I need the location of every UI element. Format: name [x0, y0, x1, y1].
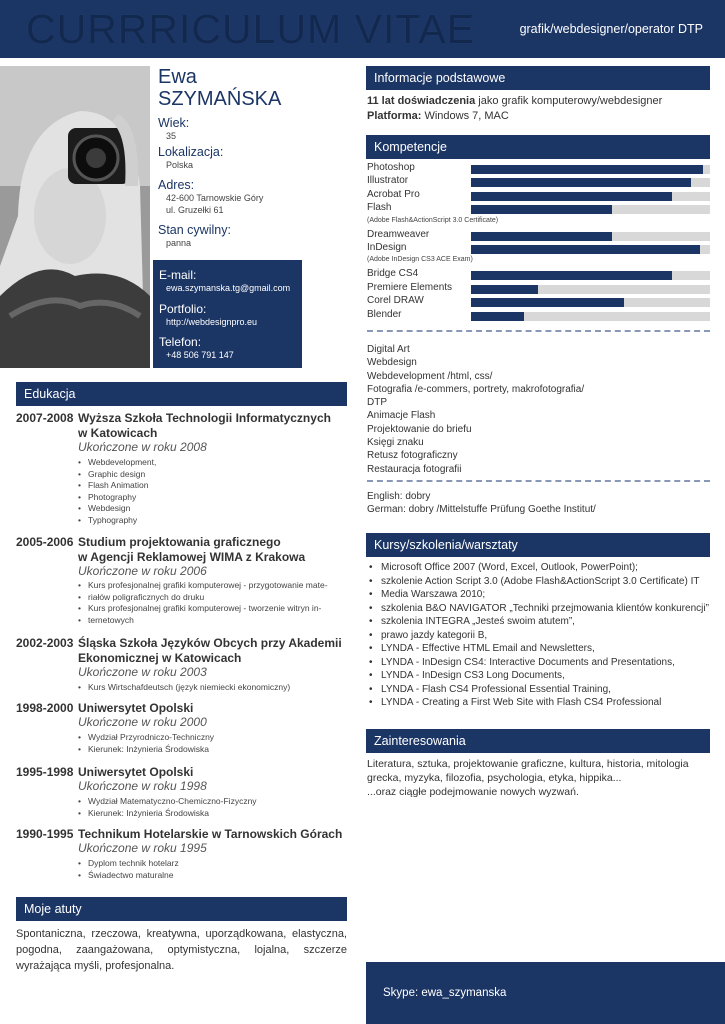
- strengths-line: wyrażająca myśli, profesjonalna.: [16, 960, 175, 972]
- divider: [367, 480, 710, 485]
- education-list: [78, 732, 214, 755]
- list-item: • Kierunek: Inżynieria Środowiska: [78, 808, 257, 820]
- contact-box: [153, 260, 302, 368]
- list-item: Retusz fotograficzny: [367, 450, 458, 462]
- location-value: Polska: [166, 160, 194, 170]
- profile-photo: [0, 66, 150, 368]
- email-label: E-mail:: [159, 268, 197, 282]
- skill-bar-fill: [471, 178, 691, 187]
- skill-name: Bridge CS4: [367, 268, 419, 280]
- cv-subtitle: grafik/webdesigner/operator DTP: [519, 22, 703, 36]
- skill-bar: [471, 232, 710, 241]
- education-years: 1998-2000: [16, 701, 74, 715]
- skill-bar: [471, 298, 710, 307]
- skill-bar-fill: [471, 312, 524, 321]
- education-title-line1: Wyższa Szkoła Technologii Informatycznych: [78, 411, 331, 425]
- languages-list: [367, 490, 596, 517]
- education-title-line2: w Agencji Reklamowej WIMA z Krakowa: [78, 550, 306, 564]
- location-label: Lokalizacja:: [158, 145, 224, 159]
- phone-label: Telefon:: [159, 335, 202, 349]
- cv-title: CURRRICULUM VITAE: [26, 6, 476, 52]
- education-list: [78, 796, 257, 819]
- education-completed: Ukończone w roku 2000: [78, 715, 207, 729]
- list-item: Projektowanie do briefu: [367, 423, 472, 435]
- education-years: 1995-1998: [16, 765, 74, 779]
- email-link[interactable]: ewa.szymanska.tg@gmail.com: [166, 283, 291, 293]
- skill-bar-fill: [471, 205, 612, 214]
- list-item: [78, 592, 328, 604]
- skill-bar: [471, 285, 710, 294]
- list-item: Webdesign: [367, 357, 417, 369]
- areas-list: [367, 343, 584, 476]
- list-item: Animacje Flash: [367, 410, 436, 422]
- list-item: [78, 615, 328, 627]
- interests-heading: Zainteresowania: [366, 729, 710, 753]
- education-heading: Edukacja: [16, 382, 347, 406]
- education-title: Technikum Hotelarskie w Tarnowskich Górach: [78, 827, 343, 841]
- skill-bar: [471, 245, 710, 254]
- skill-bar-fill: [471, 192, 672, 201]
- address-line2: ul. Gruzełki 61: [166, 205, 224, 215]
- list-item: Webdevelopment /html, css/: [367, 370, 493, 382]
- list-item: • szkolenie Action Script 3.0 (Adobe Flash&ActionScript 3.0 Certificate) IT: [367, 575, 712, 589]
- skill-name: Dreamweaver: [367, 228, 430, 240]
- skill-bar-fill: [471, 271, 672, 280]
- courses-heading: Kursy/szkolenia/warsztaty: [366, 533, 710, 557]
- language-item: English: dobry: [367, 491, 431, 502]
- skill-name: Illustrator: [367, 175, 409, 187]
- skill-bar-fill: [471, 298, 624, 307]
- skill-name: Acrobat Pro: [367, 188, 420, 200]
- list-item: Fotografia /e-commers, portrety, makrofotografia/: [367, 383, 585, 395]
- list-item: • Kurs Wirtschafdeutsch (język niemiecki ekonomiczny): [78, 682, 290, 694]
- list-item: • Microsoft Office 2007 (Word, Excel, Outlook, PowerPoint);: [367, 561, 712, 575]
- list-item: Digital Art: [367, 344, 410, 355]
- list-item: • Świadectwo maturalne: [78, 870, 179, 882]
- list-item-continued: Media Warszawa 2010;: [381, 589, 486, 600]
- education-completed: Ukończone w roku 1998: [78, 779, 207, 793]
- education-list: [78, 580, 328, 626]
- skill-bar-fill: [471, 245, 700, 254]
- education-completed: Ukończone w roku 2006: [78, 564, 207, 578]
- language-item: German: dobry /Mittelstuffe Prüfung Goethe Institut/: [367, 504, 596, 516]
- education-years: 2005-2006: [16, 535, 74, 549]
- skills-heading: Kompetencje: [366, 135, 710, 159]
- skill-name: InDesign: [367, 242, 407, 253]
- skill-name: Premiere Elements: [367, 281, 453, 293]
- skill-note: (Adobe InDesign CS3 ACE Exam): [367, 256, 473, 264]
- list-item: • Wydział Przyrodniczo-Techniczny: [78, 732, 214, 744]
- interests-text: [367, 757, 689, 799]
- basic-info-heading: Informacje podstawowe: [366, 66, 710, 90]
- list-item: Księgi znaku: [367, 437, 424, 449]
- list-item: Restauracja fotografii: [367, 463, 462, 475]
- list-item: [367, 588, 712, 602]
- list-item: • Kierunek: Inżynieria Środowiska: [78, 744, 214, 756]
- list-item: • szkolenia INTEGRA „Jesteś swoim atutem”,: [367, 615, 712, 629]
- list-item: • Wydział Matematyczno-Chemiczno-Fizyczny: [78, 796, 257, 808]
- platform-value: Windows 7, MAC: [424, 110, 509, 122]
- strengths-text: [16, 926, 347, 974]
- skill-bar: [471, 192, 710, 201]
- skill-name: Flash: [367, 202, 392, 214]
- address-line1: 42-600 Tarnowskie Góry: [166, 193, 264, 203]
- last-name: SZYMAŃSKA: [158, 88, 282, 110]
- age-label: Wiek:: [158, 116, 190, 130]
- list-item: • LYNDA - InDesign CS3 Long Documents,: [367, 669, 712, 683]
- education-list: [78, 457, 156, 527]
- interests-line: ...oraz ciągłe podejmowanie nowych wyzwań.: [367, 786, 579, 798]
- education-completed: Ukończone w roku 1995: [78, 841, 207, 855]
- skill-bar-fill: [471, 165, 703, 174]
- list-item: • Typhography: [78, 515, 156, 527]
- photo-illustration: [0, 66, 150, 368]
- portfolio-link[interactable]: http://webdesignpro.eu: [166, 317, 258, 327]
- list-item-continued: riałów poligraficznych do druku: [88, 591, 205, 602]
- status-label: Stan cywilny:: [158, 223, 231, 237]
- education-title: [78, 535, 305, 565]
- education-title-line1: Studium projektowania graficznego: [78, 535, 281, 549]
- skill-bar: [471, 178, 710, 187]
- courses-list: [367, 561, 712, 710]
- experience-line: [367, 95, 662, 107]
- list-item: • LYNDA - Flash CS4 Professional Essential Training,: [367, 683, 712, 697]
- strengths-heading: Moje atuty: [16, 897, 347, 921]
- skill-bar: [471, 165, 710, 174]
- list-item: • LYNDA - InDesign CS4: Interactive Documents and Presentations,: [367, 656, 712, 670]
- skill-name: Corel DRAW: [367, 295, 424, 307]
- education-years: 1990-1995: [16, 827, 74, 841]
- experience-years: 11 lat doświadczenia: [367, 95, 476, 107]
- interests-line: Literatura, sztuka, projektowanie graficzne, kultura, historia, mitologia: [367, 758, 689, 770]
- list-item-continued: ternetowych: [88, 614, 134, 625]
- list-item: • Dyplom technik hotelarz: [78, 858, 179, 870]
- list-item: • Graphic design: [78, 469, 156, 481]
- skill-bar: [471, 271, 710, 280]
- list-item: • Kurs profesjonalnej grafiki komputerowej - tworzenie witryn in-: [78, 603, 328, 615]
- header-banner: [0, 0, 725, 58]
- age-value: 35: [166, 131, 177, 141]
- education-years: 2007-2008: [16, 411, 74, 425]
- education-title: Uniwersytet Opolski: [78, 701, 194, 715]
- list-item: • Photography: [78, 492, 156, 504]
- list-item: • szkolenia B&O NAVIGATOR „Techniki przejmowania klientów konkurencji”: [367, 602, 712, 616]
- list-item: • Flash Animation: [78, 480, 156, 492]
- education-title: [78, 636, 342, 666]
- education-title-line1: Śląska Szkoła Języków Obcych przy Akademii: [78, 636, 342, 650]
- status-value: panna: [166, 238, 192, 248]
- list-item: • LYNDA - Effective HTML Email and Newsletters,: [367, 642, 712, 656]
- skype-contact: Skype: ewa_szymanska: [383, 987, 507, 999]
- education-completed: Ukończone w roku 2003: [78, 665, 207, 679]
- list-item: • Webdevelopment,: [78, 457, 156, 469]
- list-item: • LYNDA - Creating a First Web Site with Flash CS4 Professional: [367, 696, 712, 710]
- skill-name: Blender: [367, 308, 402, 320]
- first-name: Ewa: [158, 66, 197, 88]
- list-item: • Webdesign: [78, 503, 156, 515]
- address-label: Adres:: [158, 178, 195, 192]
- education-years: 2002-2003: [16, 636, 74, 650]
- list-item: DTP: [367, 397, 387, 409]
- list-item: • prawo jazdy kategorii B,: [367, 629, 712, 643]
- education-title-line2: Ekonomicznej w Katowicach: [78, 651, 242, 665]
- list-item: • Kurs profesjonalnej grafiki komputerowej - przygotowanie mate-: [78, 580, 328, 592]
- divider: [367, 330, 710, 335]
- interests-line: grecka, myzyka, filozofia, psychologia, etyka, hippika...: [367, 772, 622, 784]
- strengths-line: pogodna, zaangażowana, optymistyczna, lojalna, szczerze: [16, 944, 347, 956]
- education-list: [78, 858, 179, 881]
- platform-line: [367, 110, 509, 122]
- portfolio-label: Portfolio:: [159, 302, 207, 316]
- footer-box: [366, 962, 725, 1024]
- phone-value: +48 506 791 147: [166, 350, 234, 360]
- education-title: [78, 411, 331, 441]
- experience-description: jako grafik komputerowy/webdesigner: [475, 95, 663, 107]
- education-list: [78, 682, 290, 694]
- strengths-line: Spontaniczna, rzeczowa, kreatywna, uporządkowana, elastyczna,: [16, 928, 347, 940]
- full-name: [158, 66, 281, 110]
- skill-bar: [471, 205, 710, 214]
- skill-name: Photoshop: [367, 162, 415, 173]
- platform-label: Platforma:: [367, 110, 422, 122]
- skill-bar-fill: [471, 232, 612, 241]
- skill-bar: [471, 312, 710, 321]
- skill-bar-fill: [471, 285, 538, 294]
- education-title-line2: w Katowicach: [78, 426, 158, 440]
- education-title: Uniwersytet Opolski: [78, 765, 194, 779]
- education-completed: Ukończone w roku 2008: [78, 440, 207, 454]
- skill-note: (Adobe Flash&ActionScript 3.0 Certificate): [367, 216, 499, 224]
